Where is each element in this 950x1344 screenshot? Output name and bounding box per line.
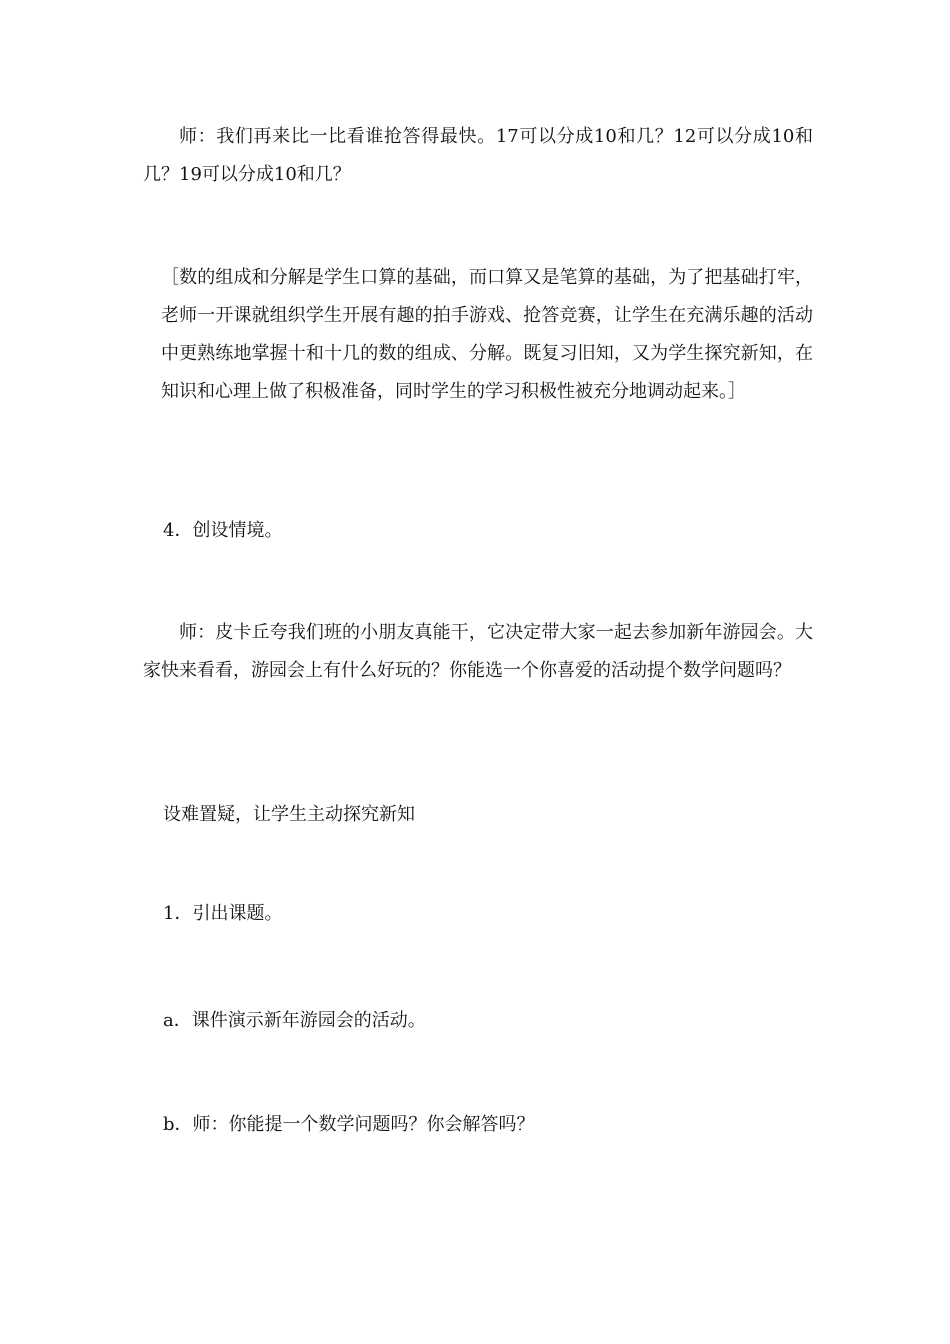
list-item-a: a．课件演示新年游园会的活动。 xyxy=(163,1010,426,1031)
paragraph-teacher-pikachu: 师：皮卡丘夸我们班的小朋友真能干，它决定带大家一起去参加新年游园会。大家快来看看，游园会上有什么好玩的？你能选一个你喜爱的活动提个数学问题吗？ xyxy=(143,622,813,681)
paragraph-commentary: ［数的组成和分解是学生口算的基础，而口算又是笔算的基础，为了把基础打牢，老师一开课就组织学生开展有趣的拍手游戏、抢答竞赛，让学生在充满乐趣的活动中更熟练地掌握十和十几的数的组成、分解。既复习旧知，又为学生探究新知，在知识和心理上做了积极准备，同时学生的学习积极性被充分地调动起来。］ xyxy=(161,267,813,402)
list-item-b: b．师：你能提一个数学问题吗？你会解答吗？ xyxy=(163,1114,535,1135)
paragraph-teacher-quick-answer: 师：我们再来比一比看谁抢答得最快。17可以分成10和几？12可以分成10和几？19可以分成10和几？ xyxy=(143,126,813,185)
heading-introduce-topic: 1．引出课题。 xyxy=(163,903,283,924)
heading-create-situation: 4．创设情境。 xyxy=(163,520,283,541)
section-title-explore: 设难置疑，让学生主动探究新知 xyxy=(163,804,415,825)
